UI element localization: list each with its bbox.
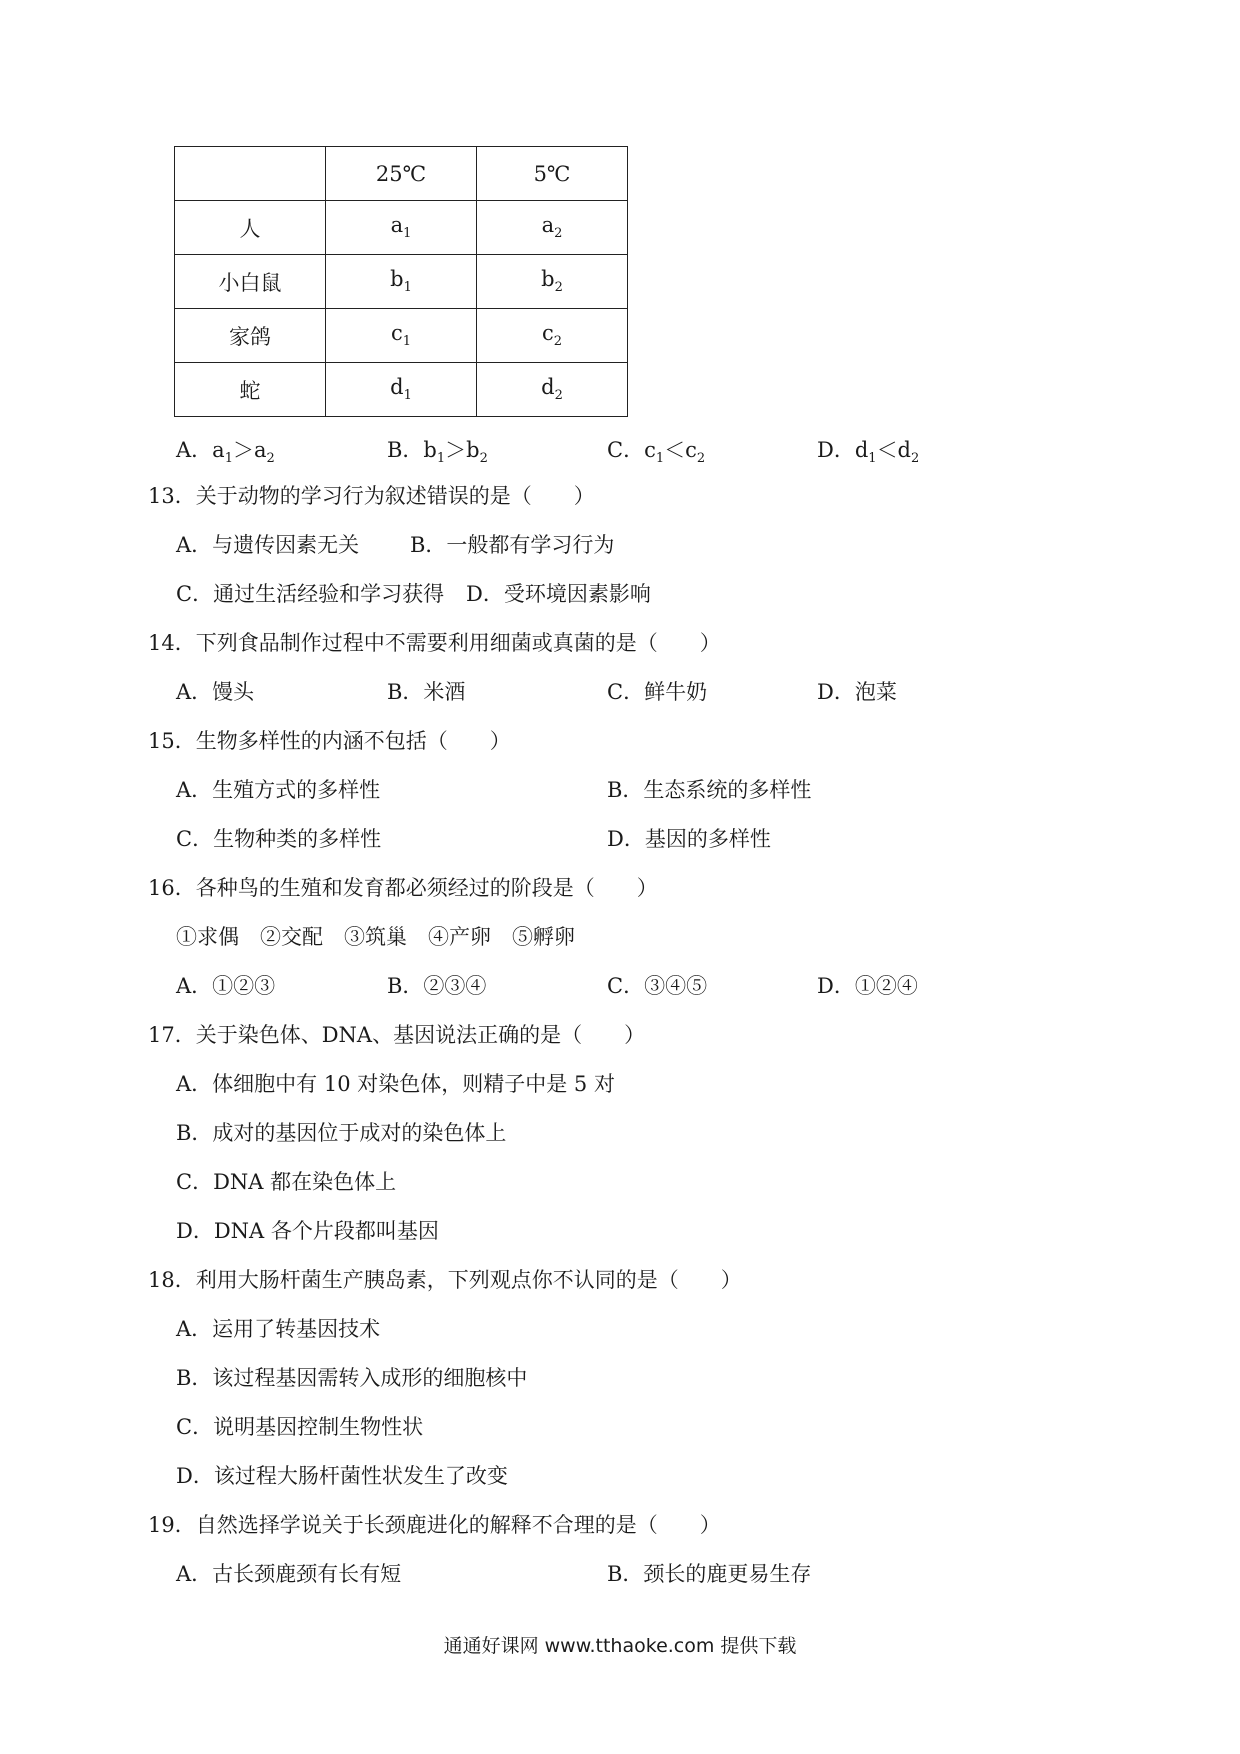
q13-option-d: D．受环境因素影响 bbox=[466, 582, 651, 606]
q12-option-d: D．$d_1<d_2$ bbox=[817, 438, 920, 467]
q17-option-a: A．体细胞中有 10 对染色体，则精子中是 5 对 bbox=[176, 1072, 615, 1096]
q14-option-a: A．馒头 bbox=[176, 680, 255, 704]
q13-option-c: C．通过生活经验和学习获得 bbox=[176, 582, 445, 606]
table-row-label: 人 bbox=[175, 201, 326, 255]
q19-option-a: A．古长颈鹿颈有长有短 bbox=[176, 1562, 402, 1586]
q19-stem: 19．自然选择学说关于长颈鹿进化的解释不合理的是（ ） bbox=[148, 1513, 721, 1537]
q15-option-a: A．生殖方式的多样性 bbox=[176, 778, 381, 802]
table-cell: $a_1$ bbox=[326, 201, 477, 255]
table-row bbox=[175, 201, 628, 255]
q16-option-a: A．①②③ bbox=[176, 974, 276, 998]
q14-stem: 14．下列食品制作过程中不需要利用细菌或真菌的是（ ） bbox=[148, 631, 721, 655]
q17-option-d: D．DNA 各个片段都叫基因 bbox=[176, 1219, 439, 1243]
q16-option-d: D．①②④ bbox=[817, 974, 918, 998]
q19-option-b: B．颈长的鹿更易生存 bbox=[607, 1562, 812, 1586]
q18-stem: 18．利用大肠杆菌生产胰岛素，下列观点你不认同的是（ ） bbox=[148, 1268, 742, 1292]
table-cell: $c_1$ bbox=[326, 309, 477, 363]
table-cell: $c_2$ bbox=[477, 309, 628, 363]
q13-option-a: A．与遗传因素无关 bbox=[176, 533, 360, 557]
table-header-row bbox=[175, 147, 628, 201]
q15-stem: 15．生物多样性的内涵不包括（ ） bbox=[148, 729, 511, 753]
table-row bbox=[175, 309, 628, 363]
q16-option-b: B．②③④ bbox=[387, 974, 487, 998]
q12-option-b: B．$b_1>b_2$ bbox=[387, 438, 488, 467]
q14-option-d: D．泡菜 bbox=[817, 680, 897, 704]
table-header-cell: 5℃ bbox=[477, 147, 628, 201]
q15-option-d: D．基因的多样性 bbox=[607, 827, 771, 851]
q16-items: ①求偶 ②交配 ③筑巢 ④产卵 ⑤孵卵 bbox=[176, 925, 575, 949]
table-row-label: 蛇 bbox=[175, 363, 326, 417]
q18-option-c: C．说明基因控制生物性状 bbox=[176, 1415, 424, 1439]
q17-stem: 17．关于染色体、DNA、基因说法正确的是（ ） bbox=[148, 1023, 646, 1047]
table-row bbox=[175, 255, 628, 309]
q12-option-a: A．$a_1>a_2$ bbox=[176, 438, 275, 467]
table-row-label: 小白鼠 bbox=[175, 255, 326, 309]
q15-option-c: C．生物种类的多样性 bbox=[176, 827, 382, 851]
q13-option-b: B．一般都有学习行为 bbox=[410, 533, 615, 557]
table-row bbox=[175, 363, 628, 417]
table-cell: $d_2$ bbox=[477, 363, 628, 417]
table-cell: $b_2$ bbox=[477, 255, 628, 309]
q12-option-c: C．$c_1<c_2$ bbox=[607, 438, 706, 467]
q13-stem: 13．关于动物的学习行为叙述错误的是（ ） bbox=[148, 484, 595, 508]
page-footer: 通通好课网 www.tthaoke.com 提供下载 bbox=[443, 1635, 797, 1657]
q16-stem: 16．各种鸟的生殖和发育都必须经过的阶段是（ ） bbox=[148, 876, 658, 900]
table-cell: $b_1$ bbox=[326, 255, 477, 309]
q17-option-b: B．成对的基因位于成对的染色体上 bbox=[176, 1121, 507, 1145]
table-cell: $a_2$ bbox=[477, 201, 628, 255]
q18-option-b: B．该过程基因需转入成形的细胞核中 bbox=[176, 1366, 528, 1390]
q17-option-c: C．DNA 都在染色体上 bbox=[176, 1170, 397, 1194]
q18-option-a: A．运用了转基因技术 bbox=[176, 1317, 381, 1341]
table-cell: $d_1$ bbox=[326, 363, 477, 417]
q15-option-b: B．生态系统的多样性 bbox=[607, 778, 812, 802]
q16-option-c: C．③④⑤ bbox=[607, 974, 708, 998]
table-header-cell bbox=[175, 147, 326, 201]
q14-option-b: B．米酒 bbox=[387, 680, 466, 704]
table-row-label: 家鸽 bbox=[175, 309, 326, 363]
table-header-cell: 25℃ bbox=[326, 147, 477, 201]
q14-option-c: C．鲜牛奶 bbox=[607, 680, 708, 704]
q18-option-d: D．该过程大肠杆菌性状发生了改变 bbox=[176, 1464, 508, 1488]
temperature-table bbox=[174, 146, 628, 417]
